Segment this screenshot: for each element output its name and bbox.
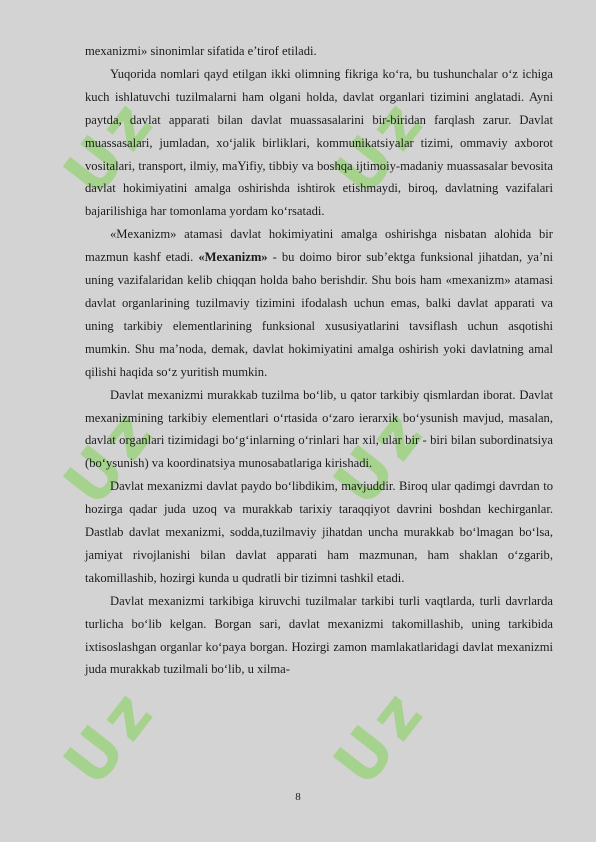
page-body	[85, 40, 553, 681]
paragraph-6: Davlat mexanizmi tarkibiga kiruvchi tuzilmalar tarkibi turli vaqtlarda, turli davrlarda turlicha bo‘lib kelgan. Borgan sari, davlat mexanizmi takomillashib, uning tarkibida ixtisoslashgan organlar ko‘paya borgan. Hozirgi zamon mamlakatlaridagi davlat mexanizmi juda murakkab tuzilmali bo‘lib, u xilma-	[85, 593, 553, 677]
paragraph-1: mexanizmi» sinonimlar sifatida e’tirof etiladi.	[85, 44, 317, 58]
paragraph-3-end: - bu doimo biror sub’ektga funksional jihatdan, ya’ni uning vazifalaridan kelib chiqqan holda baho berishdir. Shu bois ham «mexanizm» atamasi davlat organlarining tuzilmaviy tizimini ifodalash uchun emas, balki davlat apparati va uning tarkibiy elementlarining funksional xususiyatlarini tavsiflash uchun asqotishi mumkin. Shu ma’noda, demak, davlat hokimiyatini amalga oshirish yoki davlatning amal qilishi haqida so‘z yuritish mumkin.	[85, 250, 553, 379]
watermark-text: Uz	[50, 674, 171, 800]
watermark-text: Uz	[320, 84, 441, 210]
paragraph-5: Davlat mexanizmi davlat paydo bo‘libdikim, mavjuddir. Biroq ular qadimgi davrdan to hozirga qadar juda uzoq va murakkab tarixiy taraqqiyot davrini boshdan kechirganlar. Dastlab davlat mexanizmi, sodda,tuzilmaviy jihatdan uncha murakkab bo‘lmagan bo‘lsa, jamiyat rivojlanishi bilan davlat apparati ham mazmunan, ham shaklan o‘zgarib, takomillashib, hozirgi kunda u qudratli bir tizimni tashkil etadi.	[85, 479, 553, 585]
watermark-text: Uz	[50, 394, 171, 520]
page-number: 8	[295, 791, 301, 803]
paragraph-3	[85, 223, 553, 383]
paragraph-2: Yuqorida nomlari qayd etilgan ikki olimning fikriga ko‘ra, bu tushunchalar o‘z ichiga kuch ishlatuvchi tuzilmalarni ham olgani holda, davlat organlari tizimini anglatadi. Ayni paytda, davlat apparati bilan davlat muassasalarini bir-biridan farqlash zarur. Davlat muassasalari, jumladan, xo‘jalik birliklari, kommunikatsiyalar tizimi, ommaviy axborot vositalari, transport, ilmiy, maYifiy, tibbiy va boshqa ijtimoiy-madaniy muassasalar bevosita davlat hokimiyatini amalga oshirishda ishtirok etishmaydi, biroq, davlatning vazifalari bajarilishiga har tomonlama yordam ko‘rsatadi.	[85, 66, 553, 219]
paragraph-3-start: «Mexanizm» atamasi davlat hokimiyatini amalga oshirishga nisbatan alohida bir mazmun kashf etadi.	[85, 227, 553, 265]
paragraph-4: Davlat mexanizmi murakkab tuzilma bo‘lib, u qator tarkibiy qismlardan iborat. Davlat mexanizmining tarkibiy elementlari o‘rtasida o‘zaro ierarxik bo‘ysunish mavjud, masalan, davlat organlari tizimidagi bo‘g‘inlarning o‘rinlari har xil, ular bir - biri bilan subordinatsiya (bo‘ysunish) va koordinatsiya munosabatlariga kirishadi.	[85, 387, 553, 471]
bold-term: «Mexanizm»	[198, 250, 268, 265]
watermark-text: Uz	[50, 84, 171, 210]
watermark-text: Uz	[320, 674, 441, 800]
watermark-text: Uz	[320, 394, 441, 520]
